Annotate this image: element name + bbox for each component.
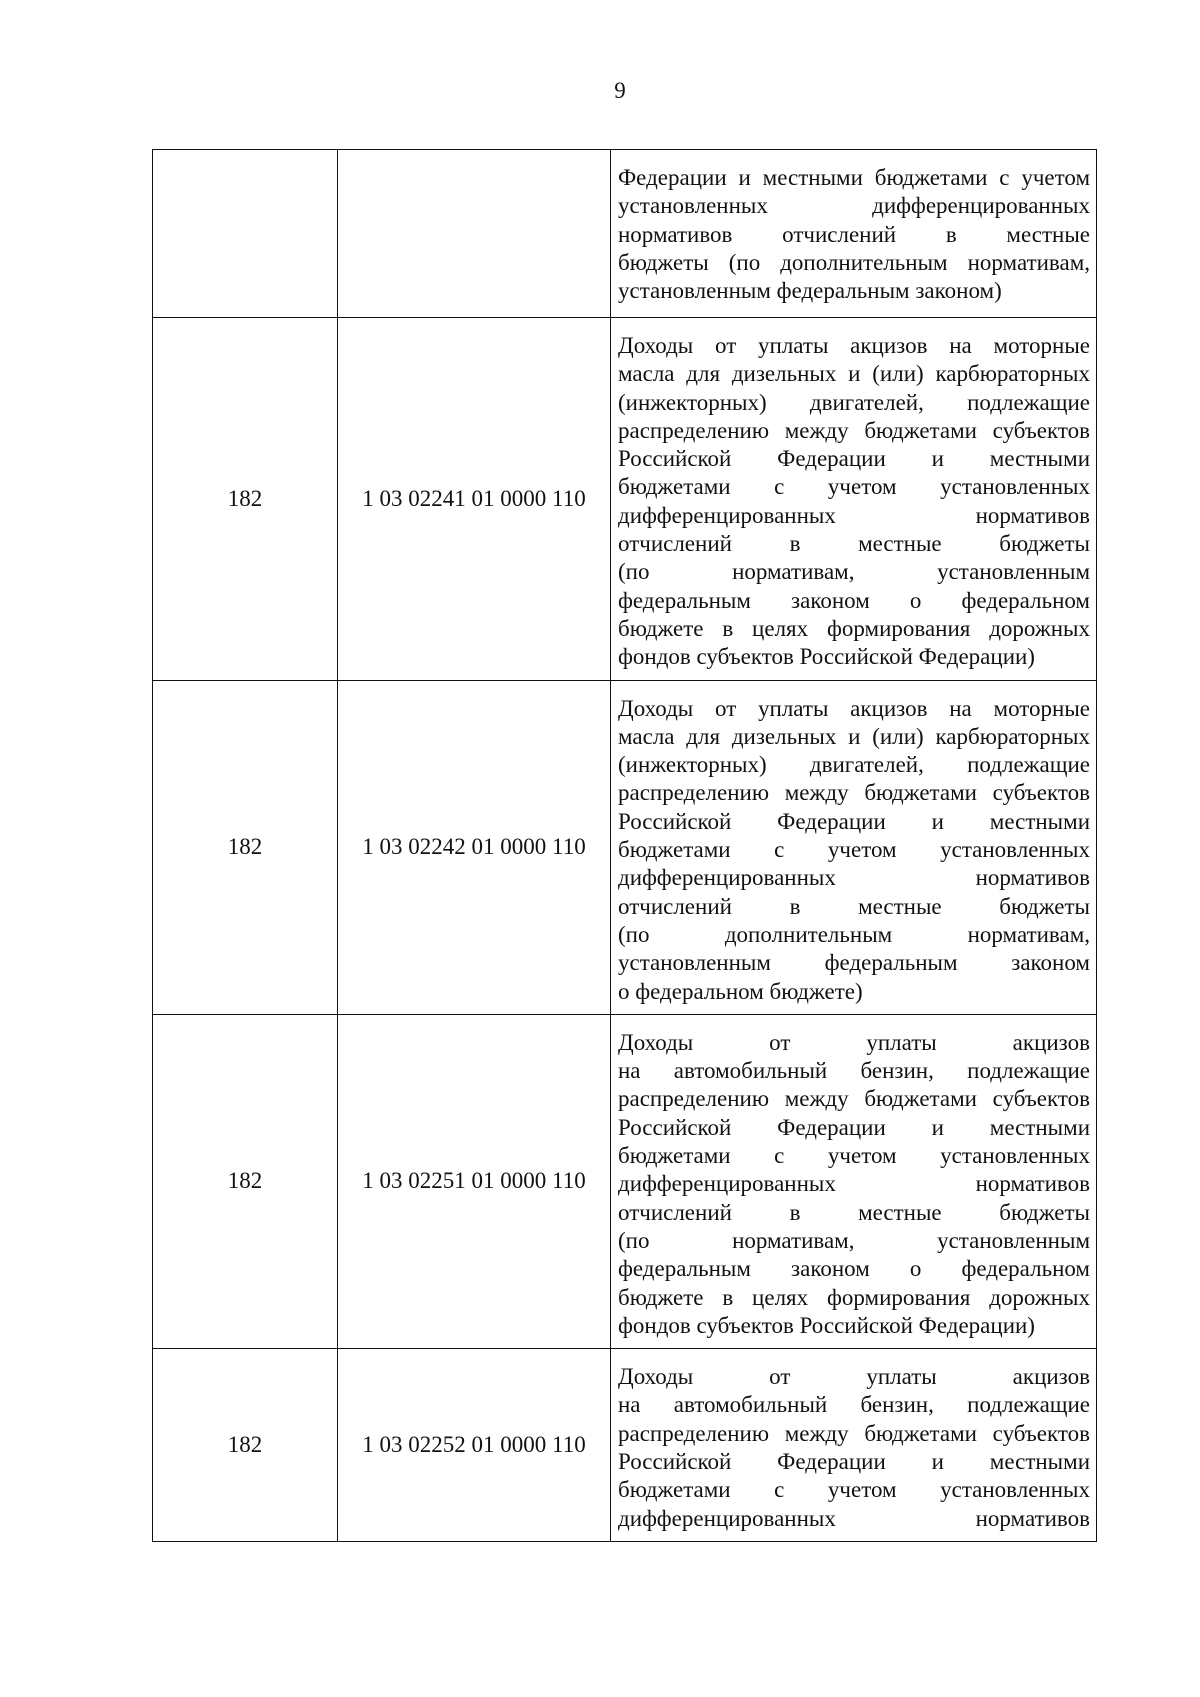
- kbk-code-cell: 1 03 02251 01 0000 110: [338, 1014, 611, 1348]
- description-line: фондов субъектов Российской Федерации): [618, 1312, 1035, 1338]
- description-line: Российской Федерации и местными: [618, 808, 1090, 834]
- description-cell: [611, 680, 1097, 1014]
- description-line: Доходы от уплаты акцизов: [618, 1364, 1090, 1390]
- description-line: дифференцированных нормативов: [618, 865, 1090, 891]
- description-cell: [611, 318, 1097, 681]
- kbk-code-cell: 1 03 02242 01 0000 110: [338, 680, 611, 1014]
- table-row: [153, 150, 1097, 318]
- description-line: установленным федеральным законом): [618, 278, 1002, 304]
- description-line: установленным федеральным законом: [618, 950, 1090, 976]
- description-line: дифференцированных нормативов: [618, 502, 1090, 528]
- description-line: Российской Федерации и местными: [618, 1114, 1090, 1140]
- description-line: фондов субъектов Российской Федерации): [618, 644, 1035, 670]
- kbk-code-cell: [338, 150, 611, 318]
- description-line: масла для дизельных и (или) карбюраторных: [618, 723, 1090, 749]
- description-line: Доходы от уплаты акцизов на моторные: [618, 333, 1090, 358]
- description-line: отчислений в местные бюджеты: [618, 893, 1090, 919]
- description-line: распределению между бюджетами субъектов: [618, 417, 1090, 443]
- admin-code-cell: 182: [153, 1349, 338, 1542]
- description-line: федеральным законом о федеральном: [618, 587, 1090, 613]
- description-line: Доходы от уплаты акцизов: [618, 1029, 1090, 1055]
- description-line: федеральным законом о федеральном: [618, 1256, 1090, 1282]
- description-line: бюджетами с учетом установленных: [618, 474, 1090, 500]
- description-line: (инжекторных) двигателей, подлежащие: [618, 389, 1090, 415]
- description-cell: [611, 150, 1097, 318]
- description-line: дифференцированных нормативов: [618, 1171, 1090, 1197]
- description-line: бюджете в целях формирования дорожных: [618, 615, 1090, 641]
- description-line: Доходы от уплаты акцизов на моторные: [618, 695, 1090, 721]
- description-line: на автомобильный бензин, подлежащие: [618, 1058, 1090, 1084]
- description-line: (инжекторных) двигателей, подлежащие: [618, 752, 1090, 778]
- description-line: установленных дифференцированных: [618, 193, 1090, 219]
- admin-code-cell: [153, 150, 338, 318]
- description-line: (по нормативам, установленным: [618, 1227, 1090, 1253]
- description-line: бюджетами с учетом установленных: [618, 1143, 1090, 1169]
- table-row: [153, 318, 1097, 681]
- description-line: бюджетами с учетом установленных: [618, 1477, 1090, 1503]
- description-line: Российской Федерации и местными: [618, 446, 1090, 472]
- admin-code-cell: 182: [153, 318, 338, 681]
- description-line: распределению между бюджетами субъектов: [618, 1086, 1090, 1112]
- description-line: бюджеты (по дополнительным нормативам,: [618, 249, 1090, 275]
- description-line: нормативов отчислений в местные: [618, 221, 1090, 247]
- description-line: отчислений в местные бюджеты: [618, 1199, 1090, 1225]
- description-cell: [611, 1014, 1097, 1348]
- description-line: бюджетами с учетом установленных: [618, 837, 1090, 863]
- kbk-code-cell: 1 03 02241 01 0000 110: [338, 318, 611, 681]
- description-line: о федеральном бюджете): [618, 978, 863, 1004]
- admin-code-cell: 182: [153, 680, 338, 1014]
- table-row: [153, 1014, 1097, 1348]
- description-line: на автомобильный бензин, подлежащие: [618, 1392, 1090, 1418]
- description-line: бюджете в целях формирования дорожных: [618, 1284, 1090, 1310]
- table-row: [153, 680, 1097, 1014]
- description-line: дифференцированных нормативов: [618, 1505, 1090, 1531]
- description-line: масла для дизельных и (или) карбюраторных: [618, 361, 1090, 387]
- description-line: (по дополнительным нормативам,: [618, 921, 1090, 947]
- kbk-code-cell: 1 03 02252 01 0000 110: [338, 1349, 611, 1542]
- table-row: [153, 1349, 1097, 1542]
- description-line: (по нормативам, установленным: [618, 559, 1090, 585]
- description-line: отчислений в местные бюджеты: [618, 531, 1090, 557]
- description-line: Российской Федерации и местными: [618, 1448, 1090, 1474]
- description-line: Федерации и местными бюджетами с учетом: [618, 165, 1090, 190]
- description-cell: [611, 1349, 1097, 1542]
- revenue-table: [152, 149, 1097, 1542]
- page-number: 9: [614, 78, 626, 103]
- description-line: распределению между бюджетами субъектов: [618, 780, 1090, 806]
- description-line: распределению между бюджетами субъектов: [618, 1420, 1090, 1446]
- admin-code-cell: 182: [153, 1014, 338, 1348]
